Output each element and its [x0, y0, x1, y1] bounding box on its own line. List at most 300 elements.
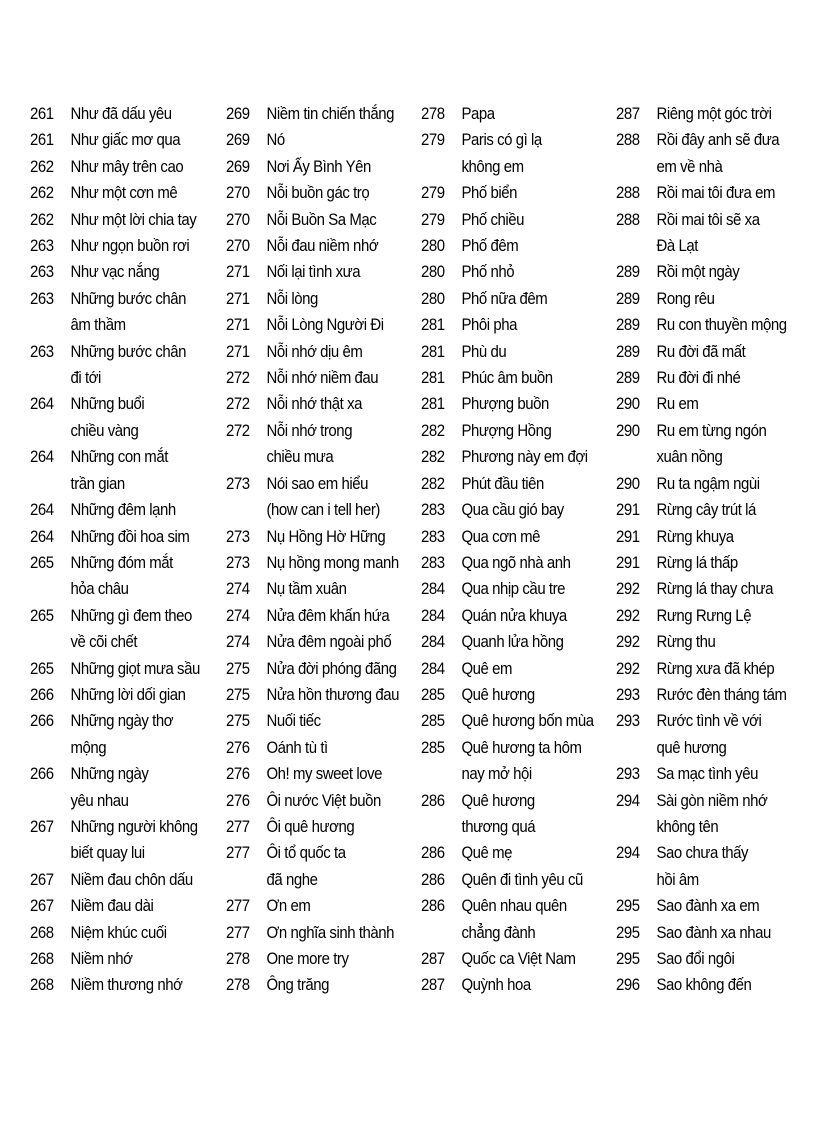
page-number: 263 — [30, 262, 54, 282]
song-title: Như một lời chia tay — [70, 209, 197, 229]
index-entry — [616, 550, 811, 576]
song-title: Riêng một góc trời — [656, 104, 772, 123]
index-entry — [30, 893, 225, 919]
page-number: 263 — [30, 341, 54, 361]
song-title: Những bước chân đi tới — [70, 341, 187, 388]
page-number: 268 — [30, 975, 54, 995]
index-entry — [421, 576, 616, 602]
index-entry — [616, 524, 811, 550]
song-title: Rong rêu — [656, 288, 715, 308]
index-entry — [421, 180, 616, 206]
song-title: Phút đầu tiên — [461, 473, 544, 493]
page-number: 284 — [421, 579, 445, 599]
index-entry — [616, 418, 811, 471]
song-title: Nỗi nhớ thật xa — [266, 394, 363, 414]
song-title: Rừng lá thay chưa — [656, 579, 773, 599]
index-entry — [30, 497, 225, 523]
index-entry — [30, 233, 225, 259]
index-entry — [421, 418, 616, 444]
page-number: 285 — [421, 711, 445, 731]
index-entry — [226, 972, 421, 998]
index-entry — [30, 946, 225, 972]
song-title: Nửa đêm ngoài phố — [266, 632, 392, 652]
song-title: Phượng buồn — [461, 394, 549, 414]
song-title: Rồi đây anh sẽ đưa em về nhà — [656, 130, 780, 176]
page-number: 292 — [616, 579, 640, 599]
index-entry — [616, 893, 811, 919]
page-number: 290 — [616, 420, 640, 440]
index-entry — [421, 312, 616, 338]
index-entry — [421, 524, 616, 550]
song-title: Như đã dấu yêu — [70, 104, 172, 123]
song-title: Nơi Ấy Bình Yên — [266, 156, 371, 176]
page-number: 293 — [616, 711, 640, 731]
song-title: Niềm đau chôn dấu — [70, 869, 193, 889]
song-title: Rồi một ngày — [656, 262, 740, 282]
song-title: Rừng khuya — [656, 526, 734, 546]
page-number: 286 — [421, 843, 445, 863]
song-title: Nỗi đau niềm nhớ — [266, 236, 379, 256]
index-entry — [421, 259, 616, 285]
song-title: Ôi nước Việt buồn — [266, 790, 381, 810]
page-number: 271 — [226, 315, 250, 335]
song-title: Quê hương ta hôm nay mở hội — [461, 737, 582, 784]
index-entry — [616, 259, 811, 285]
song-title: Paris có gì lạ không em — [461, 130, 542, 176]
song-title: Những con mắt trần gian — [70, 447, 168, 493]
song-title: Những ngày thơ mộng — [70, 711, 174, 757]
index-entry — [421, 339, 616, 365]
song-title: Nói sao em hiểu (how can i tell her) — [266, 473, 380, 520]
index-entry — [616, 339, 811, 365]
index-entry — [226, 233, 421, 259]
song-title: Rước đèn tháng tám — [656, 684, 787, 704]
page-number: 280 — [421, 288, 445, 308]
index-entry — [616, 127, 811, 180]
song-title: Sao đổi ngôi — [656, 949, 735, 968]
page-number: 275 — [226, 711, 250, 731]
index-column-1 — [30, 101, 225, 999]
index-column-2 — [226, 101, 421, 999]
index-entry — [616, 682, 811, 708]
song-title: Niềm đau dài — [70, 896, 154, 916]
song-title: Những người không biết quay lui — [70, 816, 198, 863]
song-title: Phố nhỏ — [461, 262, 515, 282]
page-number: 278 — [226, 949, 250, 968]
page-number: 278 — [226, 975, 250, 995]
index-entry — [30, 867, 225, 893]
page-number: 274 — [226, 579, 250, 599]
index-entry — [30, 207, 225, 233]
song-title: Phôi pha — [461, 315, 518, 335]
song-title: Nụ Hồng Hờ Hững — [266, 526, 386, 546]
song-title: Như một cơn mê — [70, 183, 178, 203]
page-number: 272 — [226, 420, 250, 440]
index-entry — [421, 972, 616, 998]
song-title: Những buổi chiều vàng — [70, 394, 145, 440]
index-entry — [616, 180, 811, 206]
index-entry — [226, 154, 421, 180]
page-number: 283 — [421, 526, 445, 546]
page-number: 289 — [616, 341, 640, 361]
song-title: Quên nhau quên chẳng đành — [461, 896, 567, 942]
page-number: 292 — [616, 658, 640, 678]
page-number: 280 — [421, 262, 445, 282]
page-number: 269 — [226, 130, 250, 150]
index-entry — [226, 735, 421, 761]
song-title: Phố nữa đêm — [461, 288, 548, 308]
song-title: Quê em — [461, 658, 513, 678]
song-title: Ôi tổ quốc ta đã nghe — [266, 843, 346, 889]
page-number: 291 — [616, 552, 640, 572]
song-title: Rừng thu — [656, 632, 716, 652]
index-entry — [30, 286, 225, 339]
page-number: 268 — [30, 922, 54, 942]
song-title: Những giọt mưa sầu — [70, 658, 200, 678]
page-number: 267 — [30, 816, 54, 836]
song-title: Quỳnh hoa — [461, 975, 531, 995]
song-title: Nỗi nhớ trong chiều mưa — [266, 420, 353, 467]
page-number: 262 — [30, 209, 54, 229]
index-entry — [226, 207, 421, 233]
index-entry — [226, 101, 421, 127]
index-entry — [421, 840, 616, 866]
page-number: 262 — [30, 156, 54, 176]
index-entry — [226, 550, 421, 576]
index-entry — [421, 656, 616, 682]
song-title: Quên đi tình yêu cũ — [461, 869, 583, 889]
page-number: 293 — [616, 684, 640, 704]
index-entry — [421, 497, 616, 523]
page-number: 287 — [421, 949, 445, 968]
page-number: 294 — [616, 790, 640, 810]
index-entry — [30, 524, 225, 550]
page-number: 262 — [30, 183, 54, 203]
index-column-4 — [616, 101, 811, 999]
page-number: 283 — [421, 500, 445, 520]
index-entry — [616, 946, 811, 972]
page-number: 287 — [421, 975, 445, 995]
page-number: 275 — [226, 658, 250, 678]
song-title: Những gì đem theo về cõi chết — [70, 605, 192, 652]
page-number: 288 — [616, 183, 640, 203]
index-entry — [226, 312, 421, 338]
song-title: Sao chưa thấy hồi âm — [656, 843, 749, 889]
page-number: 286 — [421, 790, 445, 810]
song-title: Niềm thương nhớ — [70, 975, 183, 995]
index-entry — [30, 259, 225, 285]
index-entry — [226, 391, 421, 417]
song-title: Quê hương thương quá — [461, 790, 536, 836]
song-title: Ru đời đi nhé — [656, 368, 741, 388]
song-title: Những đồi hoa sim — [70, 526, 190, 546]
page-number: 284 — [421, 605, 445, 625]
song-title: Niệm khúc cuối — [70, 922, 167, 942]
song-title: Nuối tiếc — [266, 711, 321, 731]
index-entry — [421, 444, 616, 470]
song-title: Nỗi nhớ dịu êm — [266, 341, 363, 361]
index-entry — [226, 814, 421, 840]
index-entry — [226, 682, 421, 708]
song-title: Nửa đời phóng đãng — [266, 658, 397, 678]
index-entry — [421, 682, 616, 708]
page-number: 289 — [616, 315, 640, 335]
index-entry — [226, 418, 421, 471]
song-title: Quê hương bốn mùa — [461, 711, 594, 731]
index-entry — [616, 207, 811, 260]
song-title: Như ngọn buồn rơi — [70, 236, 190, 256]
song-title: Rồi mai tôi đưa em — [656, 183, 775, 203]
index-entry — [30, 603, 225, 656]
page-number: 264 — [30, 447, 54, 467]
index-entry — [616, 576, 811, 602]
page-number: 292 — [616, 632, 640, 652]
song-title: Phúc âm buồn — [461, 368, 553, 388]
song-title: Nó — [266, 130, 285, 150]
page-number: 290 — [616, 473, 640, 493]
song-title: Nỗi lòng — [266, 288, 318, 308]
page-number: 290 — [616, 394, 640, 414]
index-entry — [226, 180, 421, 206]
page-number: 265 — [30, 552, 54, 572]
page-number: 295 — [616, 922, 640, 942]
index-entry — [226, 761, 421, 787]
page-number: 270 — [226, 183, 250, 203]
page-number: 281 — [421, 315, 445, 335]
index-entry — [30, 656, 225, 682]
index-entry — [30, 920, 225, 946]
page-number: 261 — [30, 104, 54, 123]
index-entry — [30, 972, 225, 998]
song-title: Papa — [461, 104, 495, 123]
page-number: 281 — [421, 368, 445, 388]
page-number: 270 — [226, 236, 250, 256]
index-entry — [226, 603, 421, 629]
song-title: Qua nhịp cầu tre — [461, 579, 566, 599]
index-entry — [30, 708, 225, 761]
page-number: 296 — [616, 975, 640, 995]
page-number: 269 — [226, 156, 250, 176]
page-number: 264 — [30, 526, 54, 546]
page-number: 266 — [30, 764, 54, 784]
index-entry — [421, 391, 616, 417]
index-entry — [226, 893, 421, 919]
page-number: 283 — [421, 552, 445, 572]
page-number: 266 — [30, 684, 54, 704]
song-title: Qua cơn mê — [461, 526, 541, 546]
song-title: Sài gòn niềm nhớ không tên — [656, 790, 768, 836]
index-entry — [226, 946, 421, 972]
song-title: Nỗi Buồn Sa Mạc — [266, 209, 377, 229]
song-title: Quốc ca Việt Nam — [461, 949, 576, 968]
page-number: 289 — [616, 368, 640, 388]
page-number: 267 — [30, 869, 54, 889]
index-entry — [421, 629, 616, 655]
index-entry — [421, 708, 616, 734]
song-title: Quê mẹ — [461, 843, 513, 863]
page-number: 295 — [616, 949, 640, 968]
index-entry — [616, 629, 811, 655]
index-entry — [616, 840, 811, 893]
song-index-page — [30, 101, 816, 1021]
index-entry — [616, 101, 811, 127]
song-title: Sa mạc tình yêu — [656, 764, 758, 784]
page-number: 284 — [421, 632, 445, 652]
song-title: Nửa hồn thương đau — [266, 684, 400, 704]
page-number: 265 — [30, 658, 54, 678]
page-number: 286 — [421, 869, 445, 889]
song-title: Những đêm lạnh — [70, 500, 176, 520]
page-number: 274 — [226, 605, 250, 625]
page-number: 269 — [226, 104, 250, 123]
index-entry — [30, 339, 225, 392]
page-number: 277 — [226, 922, 250, 942]
song-title: Phố chiều — [461, 209, 525, 229]
index-entry — [421, 893, 616, 946]
song-title: Quán nửa khuya — [461, 605, 567, 625]
index-entry — [226, 656, 421, 682]
page-number: 291 — [616, 500, 640, 520]
page-number: 276 — [226, 737, 250, 757]
song-title: Nỗi Lòng Người Đi — [266, 315, 384, 335]
song-title: One more try — [266, 949, 349, 968]
index-entry — [226, 365, 421, 391]
song-title: Ru con thuyền mộng — [656, 315, 787, 335]
index-entry — [421, 471, 616, 497]
song-title: Rừng xưa đã khép — [656, 658, 775, 678]
page-number: 274 — [226, 632, 250, 652]
index-entry — [226, 840, 421, 893]
song-title: Ôi quê hương — [266, 816, 355, 836]
index-entry — [30, 761, 225, 814]
index-entry — [226, 471, 421, 524]
index-entry — [226, 259, 421, 285]
page-number: 277 — [226, 816, 250, 836]
index-entry — [226, 524, 421, 550]
song-title: Sao không đến — [656, 975, 752, 995]
page-number: 288 — [616, 209, 640, 229]
song-title: Ru em từng ngón xuân nồng — [656, 420, 767, 467]
song-title: Rước tình về với quê hương — [656, 711, 762, 757]
page-number: 276 — [226, 790, 250, 810]
song-title: Nối lại tình xưa — [266, 262, 361, 282]
page-number: 271 — [226, 288, 250, 308]
index-entry — [616, 471, 811, 497]
song-title: Phố đêm — [461, 236, 519, 256]
song-title: Nửa đêm khấn hứa — [266, 605, 390, 625]
song-title: Quê hương — [461, 684, 535, 704]
index-entry — [226, 920, 421, 946]
page-number: 291 — [616, 526, 640, 546]
index-entry — [226, 576, 421, 602]
page-number: 271 — [226, 262, 250, 282]
index-entry — [616, 365, 811, 391]
page-number: 285 — [421, 684, 445, 704]
index-entry — [616, 286, 811, 312]
page-number: 279 — [421, 183, 445, 203]
song-title: Qua ngõ nhà anh — [461, 552, 571, 572]
index-entry — [616, 497, 811, 523]
song-title: Ru em — [656, 394, 699, 414]
index-entry — [30, 180, 225, 206]
song-title: Ơn em — [266, 896, 311, 916]
page-number: 264 — [30, 394, 54, 414]
song-title: Niềm tin chiến thắng — [266, 104, 395, 123]
index-entry — [226, 788, 421, 814]
index-entry — [421, 233, 616, 259]
page-number: 272 — [226, 368, 250, 388]
song-title: Những ngày yêu nhau — [70, 764, 149, 810]
song-title: Phượng Hồng — [461, 420, 552, 440]
song-title: Phù du — [461, 341, 507, 361]
page-number: 282 — [421, 420, 445, 440]
index-entry — [421, 101, 616, 127]
page-number: 273 — [226, 473, 250, 493]
index-entry — [421, 867, 616, 893]
song-title: Như vạc nắng — [70, 262, 160, 282]
index-entry — [421, 127, 616, 180]
index-entry — [616, 920, 811, 946]
index-entry — [616, 761, 811, 787]
index-entry — [616, 391, 811, 417]
page-number: 278 — [421, 104, 445, 123]
song-title: Oh! my sweet love — [266, 764, 383, 784]
index-entry — [30, 391, 225, 444]
song-title: Nụ hồng mong manh — [266, 552, 399, 572]
song-title: Những lời dối gian — [70, 684, 186, 704]
index-entry — [616, 312, 811, 338]
page-number: 289 — [616, 288, 640, 308]
page-number: 286 — [421, 896, 445, 916]
page-number: 289 — [616, 262, 640, 282]
song-title: Nỗi nhớ niềm đau — [266, 368, 379, 388]
song-title: Rưng Rưng Lệ — [656, 605, 752, 625]
page-number: 281 — [421, 341, 445, 361]
song-title: Ông trăng — [266, 975, 330, 995]
page-number: 267 — [30, 896, 54, 916]
index-entry — [30, 682, 225, 708]
index-entry — [30, 101, 225, 127]
song-title: Niềm nhớ — [70, 949, 133, 968]
page-number: 268 — [30, 949, 54, 968]
index-entry — [616, 788, 811, 841]
index-entry — [421, 207, 616, 233]
index-entry — [421, 603, 616, 629]
page-number: 261 — [30, 130, 54, 150]
index-entry — [30, 127, 225, 153]
page-number: 295 — [616, 896, 640, 916]
page-number: 276 — [226, 764, 250, 784]
song-title: Sao đành xa em — [656, 896, 760, 916]
page-number: 265 — [30, 605, 54, 625]
song-title: Phương này em đợi — [461, 447, 588, 467]
index-entry — [421, 550, 616, 576]
page-number: 264 — [30, 500, 54, 520]
song-title: Quanh lửa hồng — [461, 632, 564, 652]
index-entry — [421, 735, 616, 788]
page-number: 263 — [30, 236, 54, 256]
index-entry — [421, 365, 616, 391]
song-title: Ru ta ngậm ngùi — [656, 473, 760, 493]
page-number: 277 — [226, 896, 250, 916]
page-number: 282 — [421, 473, 445, 493]
song-title: Phố biển — [461, 183, 518, 203]
index-entry — [616, 972, 811, 998]
index-entry — [226, 708, 421, 734]
page-number: 271 — [226, 341, 250, 361]
page-number: 294 — [616, 843, 640, 863]
index-entry — [226, 286, 421, 312]
